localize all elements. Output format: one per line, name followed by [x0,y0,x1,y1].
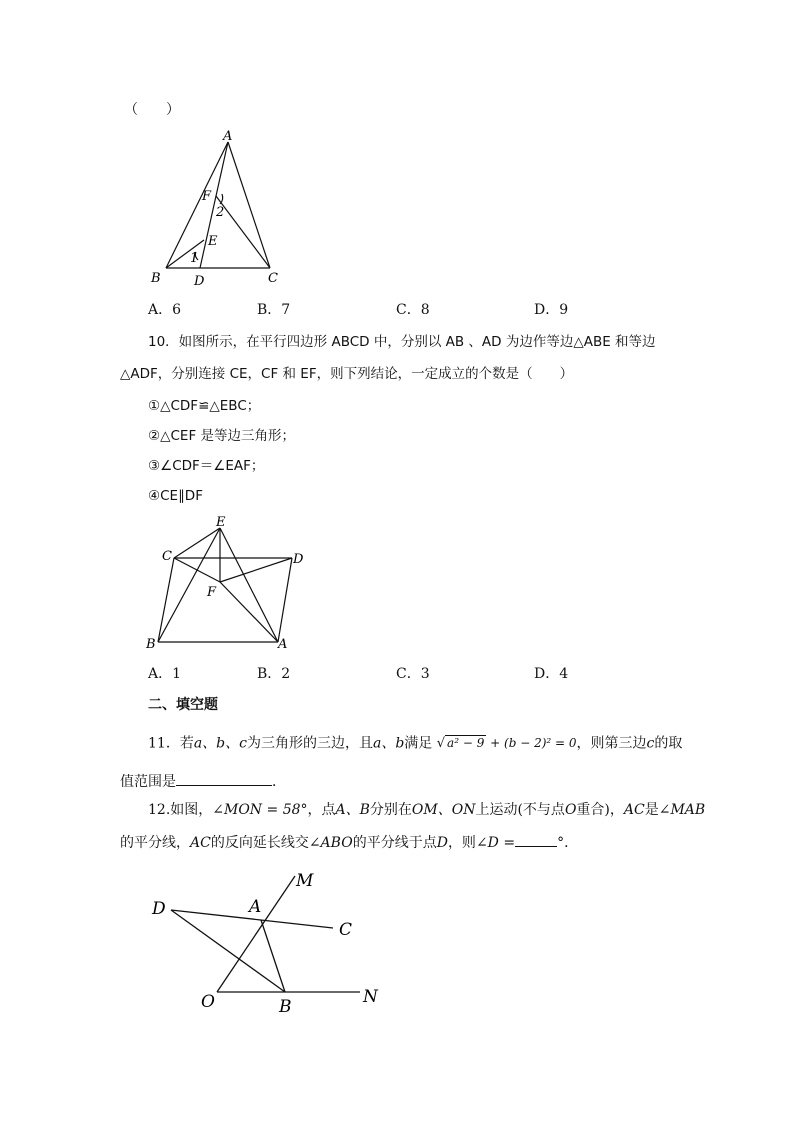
q11-line2-text: 值范围是 [120,774,176,790]
q10-item-3: ③∠CDF＝∠EAF； [148,458,265,474]
q12-l1c: 分别在 [369,802,412,818]
q11-var-c: c [646,735,655,752]
q12-ang-d: ∠D = [475,835,516,851]
q12-rays: OM、ON [411,802,476,818]
q10-label-D: D [293,552,304,567]
q9-label-C: C [268,271,278,286]
q12-label-M: M [296,871,314,891]
q12-seg-ac: AC [623,802,645,818]
q11-answer-blank[interactable] [176,771,272,786]
q12-l2b: 的反向延长线交 [210,835,309,851]
q9-label-A: A [223,129,233,144]
q9-option-b[interactable]: B．7 [257,302,291,318]
q12-l2a: 的平分线， [120,835,190,851]
q10-label-F: F [207,585,217,600]
q12-pts-ab: A、B [335,802,370,818]
q11-line2 [120,771,286,792]
q9-label-E: E [208,234,218,249]
q10-option-a[interactable]: A．1 [148,666,182,682]
q10-item-4: ④CE∥DF [148,488,203,504]
q12-label-D: D [152,899,166,919]
q10-option-d[interactable]: D．4 [534,666,569,682]
section-title-fill-in: 二、填空题 [148,697,218,713]
q10-figure [140,512,315,652]
q10-option-c[interactable]: C．3 [396,666,430,682]
q9-label-B: B [151,271,161,286]
q11-formula-rest: + (b − 2)² = 0 [490,736,577,750]
q12-label-O: O [201,992,215,1012]
q12-l1d: 上运动(不与点 [475,802,565,818]
q12-angle-expr: ∠MON = 58° [212,802,308,818]
q9-figure [140,128,300,293]
q11-vars-abc: a、b、c [193,735,247,752]
q12-l1e: 重合)， [576,802,624,818]
q12-label-C: C [339,920,353,940]
q10-label-C: C [162,549,172,564]
q12-l1f: 是 [644,802,659,818]
q11-vars-ab: a、b [372,735,405,752]
q11-mid1: 为三角形的三边，且 [246,735,373,752]
q12-l1b: ，点 [307,802,336,818]
q12-ang-abo: ∠ABO [308,835,353,851]
q11-end: ． [272,774,286,790]
q9-label-1: 1 [190,251,199,266]
q12-l2c: 的平分线于点 [352,835,437,851]
q9-label-D: D [194,274,205,289]
q12-pt-d: D [436,835,448,851]
q12-ang-mab: ∠MAB [658,802,706,818]
q10-item-1: ①△CDF≌△EBC； [148,398,261,414]
q12-label-A: A [249,897,262,917]
q12-answer-blank[interactable] [515,832,557,847]
q10-option-b[interactable]: B．2 [257,666,291,682]
q12-figure [145,862,395,1022]
q10-label-A: A [278,637,288,652]
q11-formula: √ a² − 9 + (b − 2)² = 0 [436,736,577,751]
q11-mid2: 满足 [404,735,433,752]
q10-item-2: ②△CEF 是等边三角形； [148,428,295,444]
q12-l1a: 12.如图， [148,802,213,818]
q9-label-F: F [202,189,212,204]
q10-stem-line1: 10．如图所示，在平行四边形 ABCD 中，分别以 AB 、AD 为边作等边△ABE 和等边 [148,334,656,350]
q11-tail2: 的取 [654,735,683,752]
q9-option-a[interactable]: A．6 [148,302,182,318]
q10-label-E: E [216,515,226,530]
q12-label-N: N [363,987,378,1007]
q11-line1 [148,733,682,754]
q9-option-c[interactable]: C．8 [396,302,430,318]
q12-label-B: B [279,997,292,1017]
q12-pt-o: O [564,802,577,818]
q12-l2e: °． [557,835,579,851]
q9-answer-paren: （ ） [124,102,180,118]
q12-seg-ac2: AC [190,835,211,851]
q10-label-B: B [146,637,156,652]
q10-stem-line2: △ADF，分别连接 CE，CF 和 EF，则下列结论，一定成立的个数是（ ） [120,366,574,382]
q12-l2d: ，则 [447,835,476,851]
q9-label-2: 2 [216,205,225,220]
q12-line2 [120,832,578,853]
q11-formula-root: a² − 9 [447,736,485,750]
q11-num: 11．若 [148,735,194,752]
q11-tail1: ，则第三边 [576,735,647,752]
q9-option-d[interactable]: D．9 [534,302,569,318]
q12-line1 [148,800,705,820]
